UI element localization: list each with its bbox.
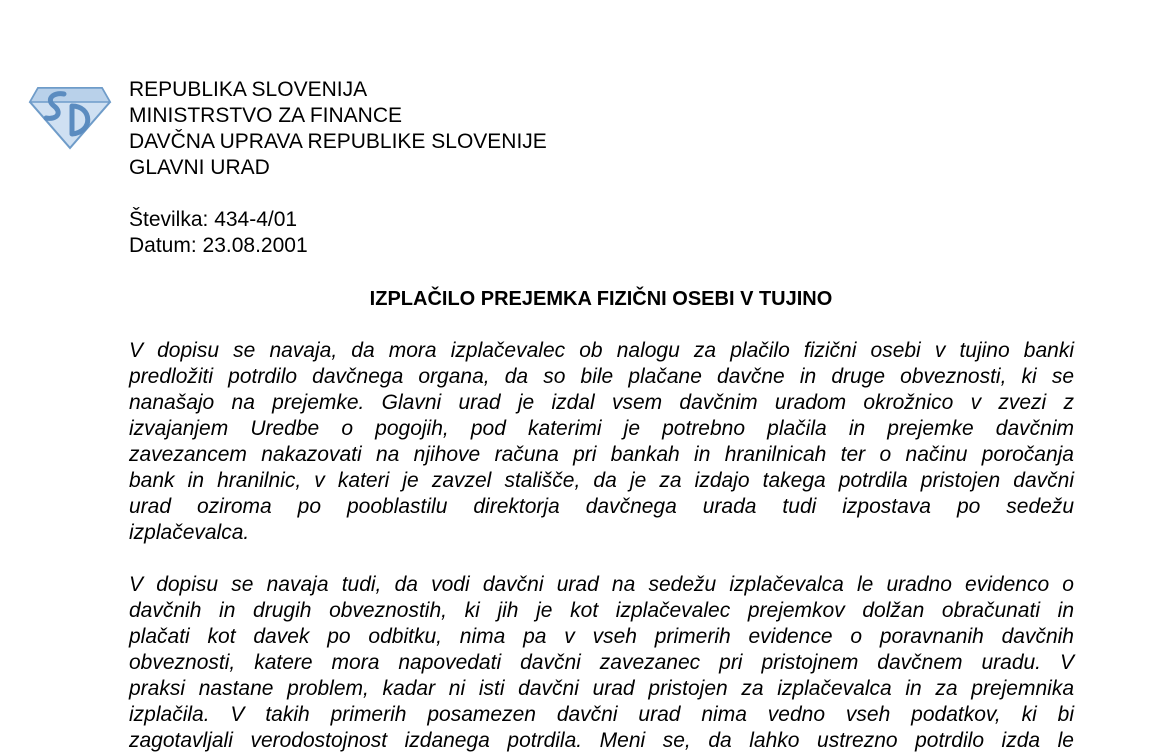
paragraph-line: V dopisu se navaja, da mora izplačevalec ob nalogu za plačilo fizični osebi v tujino banki (129, 339, 1074, 362)
body-paragraph-1 (129, 338, 1074, 546)
document-references (129, 207, 308, 259)
document-date: Datum: 23.08.2001 (129, 234, 308, 257)
paragraph-line: nanašajo na prejemke. Glavni urad je izdal vsem davčnim uradom okrožnico v zvezi z (129, 391, 1074, 414)
paragraph-line: bank in hranilnic, v kateri je zavzel stališče, da je za izdajo takega potrdila pristojen davčni (129, 469, 1074, 492)
document-title: IZPLAČILO PREJEMKA FIZIČNI OSEBI V TUJINO (369, 288, 833, 310)
paragraph-line: obveznosti, katere mora napovedati davčni zavezanec pri pristojnem davčnem uradu. V (129, 651, 1074, 674)
paragraph-line: urad oziroma po pooblastilu direktorja davčnega urada tudi izpostava po sedežu (129, 495, 1074, 518)
header-line-tax-administration: DAVČNA UPRAVA REPUBLIKE SLOVENIJE (129, 130, 547, 153)
body-paragraph-2 (129, 572, 1074, 754)
paragraph-line: davčnih in drugih obveznostih, ki jih je kot izplačevalec prejemkov dolžan obračunati in (129, 599, 1074, 622)
paragraph-line: predložiti potrdilo davčnega organa, da so bile plačane davčne in druge obveznosti, ki se (129, 365, 1074, 388)
header-line-main-office: GLAVNI URAD (129, 156, 270, 179)
document-header (129, 77, 547, 181)
paragraph-line: zavezancem nakazovati na njihove računa pri bankah in hranilnicah ter o načinu poročanja (129, 443, 1074, 466)
tax-administration-logo (28, 78, 112, 150)
paragraph-line: izplačila. V takih primerih posamezen davčni urad nima vedno vseh podatkov, ki bi (129, 703, 1074, 726)
header-line-ministry: MINISTRSTVO ZA FINANCE (129, 104, 403, 127)
paragraph-line: praksi nastane problem, kadar ni isti davčni urad pristojen za izplačevalca in za prejemnika (129, 677, 1074, 700)
paragraph-line: V dopisu se navaja tudi, da vodi davčni urad na sedežu izplačevalca le uradno evidenco o (129, 573, 1074, 596)
header-line-republic: REPUBLIKA SLOVENIJA (129, 78, 368, 101)
paragraph-line: zagotavljali verodostojnost izdanega potrdila. Meni se, da lahko ustrezno potrdilo izda le (129, 729, 1074, 752)
paragraph-line: izvajanjem Uredbe o pogojih, pod katerimi je potrebno plačila in prejemke davčnim (129, 417, 1074, 440)
paragraph-line: plačati kot davek po odbitku, nima pa v vseh primerih evidence o poravnanih davčnih (129, 625, 1074, 648)
paragraph-line: izplačevalca. (129, 521, 250, 544)
document-number: Številka: 434-4/01 (129, 208, 298, 231)
